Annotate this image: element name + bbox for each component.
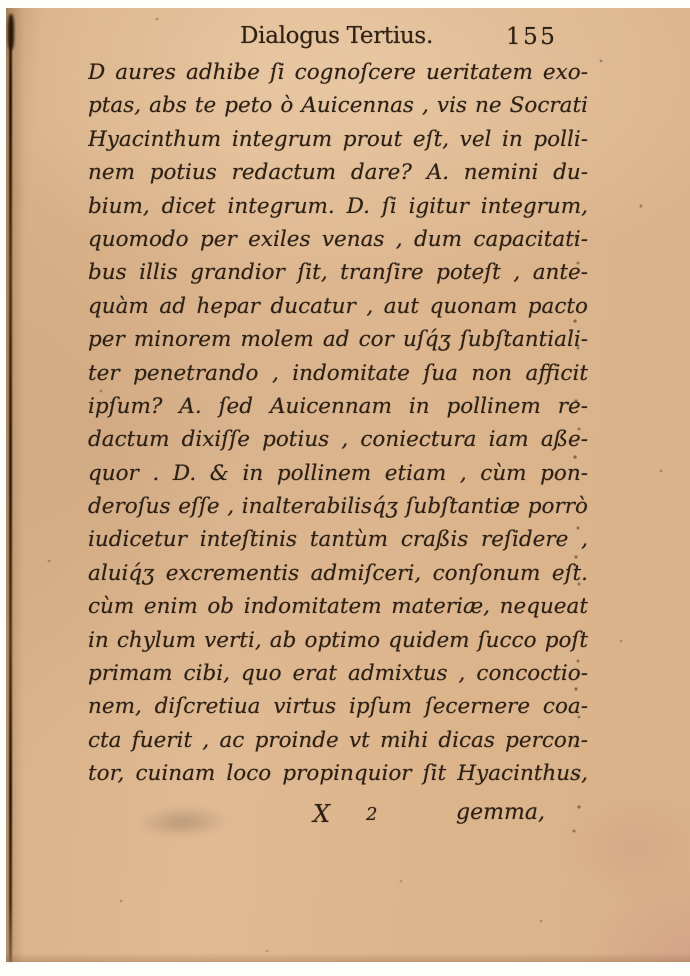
text-line: D aures adhibe ſi cognoſcere ueritatem exo- (88, 60, 588, 85)
signature-mark: X (313, 800, 331, 828)
text-line: tor, cuinam loco propinquior ſit Hyacinthus, (88, 761, 588, 787)
text-line: cùm enim ob indomitatem materiæ, nequeat (88, 594, 588, 620)
corner-ink-mark (8, 14, 14, 50)
text-line: in chylum verti, ab optimo quidem ſucco poſt (88, 627, 588, 653)
text-line: per minorem molem ad cor uſq́ʒ ſubſtantiali- (88, 327, 588, 353)
text-line: ptas, abs te peto ò Auicennas , vis ne Socrati (88, 93, 588, 119)
text-line: nem potius redactum dare? A. nemini du- (88, 160, 588, 186)
text-line: dactum dixiſſe potius , coniectura iam aße- (88, 427, 588, 453)
text-line: ter penetrando , indomitate ſua non afficit (88, 360, 588, 386)
catchword: gemma, (456, 800, 545, 825)
running-title: Dialogus Tertius. (240, 23, 433, 49)
text-line: bium, dicet integrum. D. ſi igitur integrum, (88, 193, 588, 219)
text-line: primam cibi, quo erat admixtus , concoctio- (88, 661, 588, 687)
text-line: nem, diſcretiua virtus ipſum ſecernere coa- (88, 694, 588, 720)
signature-number: 2 (366, 804, 378, 825)
text-line: deroſus eſſe , inalterabilisq́ʒ ſubſtantiæ porrò (88, 494, 588, 520)
body-text (88, 56, 588, 791)
text-line: quor . D. & in pollinem etiam , cùm pon- (88, 460, 588, 486)
book-page (6, 8, 690, 962)
text-line: quomodo per exiles venas , dum capacitati- (88, 226, 588, 252)
text-line: iudicetur inteſtinis tantùm craßis reſidere , (88, 527, 588, 553)
text-line: aluiq́ʒ excrementis admiſceri, conſonum eſt. (88, 560, 588, 586)
paper-speckles (6, 8, 8, 10)
page-edge-line (9, 22, 12, 962)
bottom-edge-shadow (6, 953, 690, 962)
page-number: 155 (506, 24, 558, 50)
text-line: quàm ad hepar ducatur , aut quonam pacto (88, 293, 588, 319)
text-line: Hyacinthum integrum prout eſt, vel in polli- (88, 126, 588, 152)
text-line: ipſum? A. ſed Auicennam in pollinem re- (88, 393, 588, 419)
text-line: cta fuerit , ac proinde vt mihi dicas percon- (88, 727, 588, 753)
text-line: bus illis grandior ſit, tranſire poteſt , ante- (88, 260, 588, 286)
